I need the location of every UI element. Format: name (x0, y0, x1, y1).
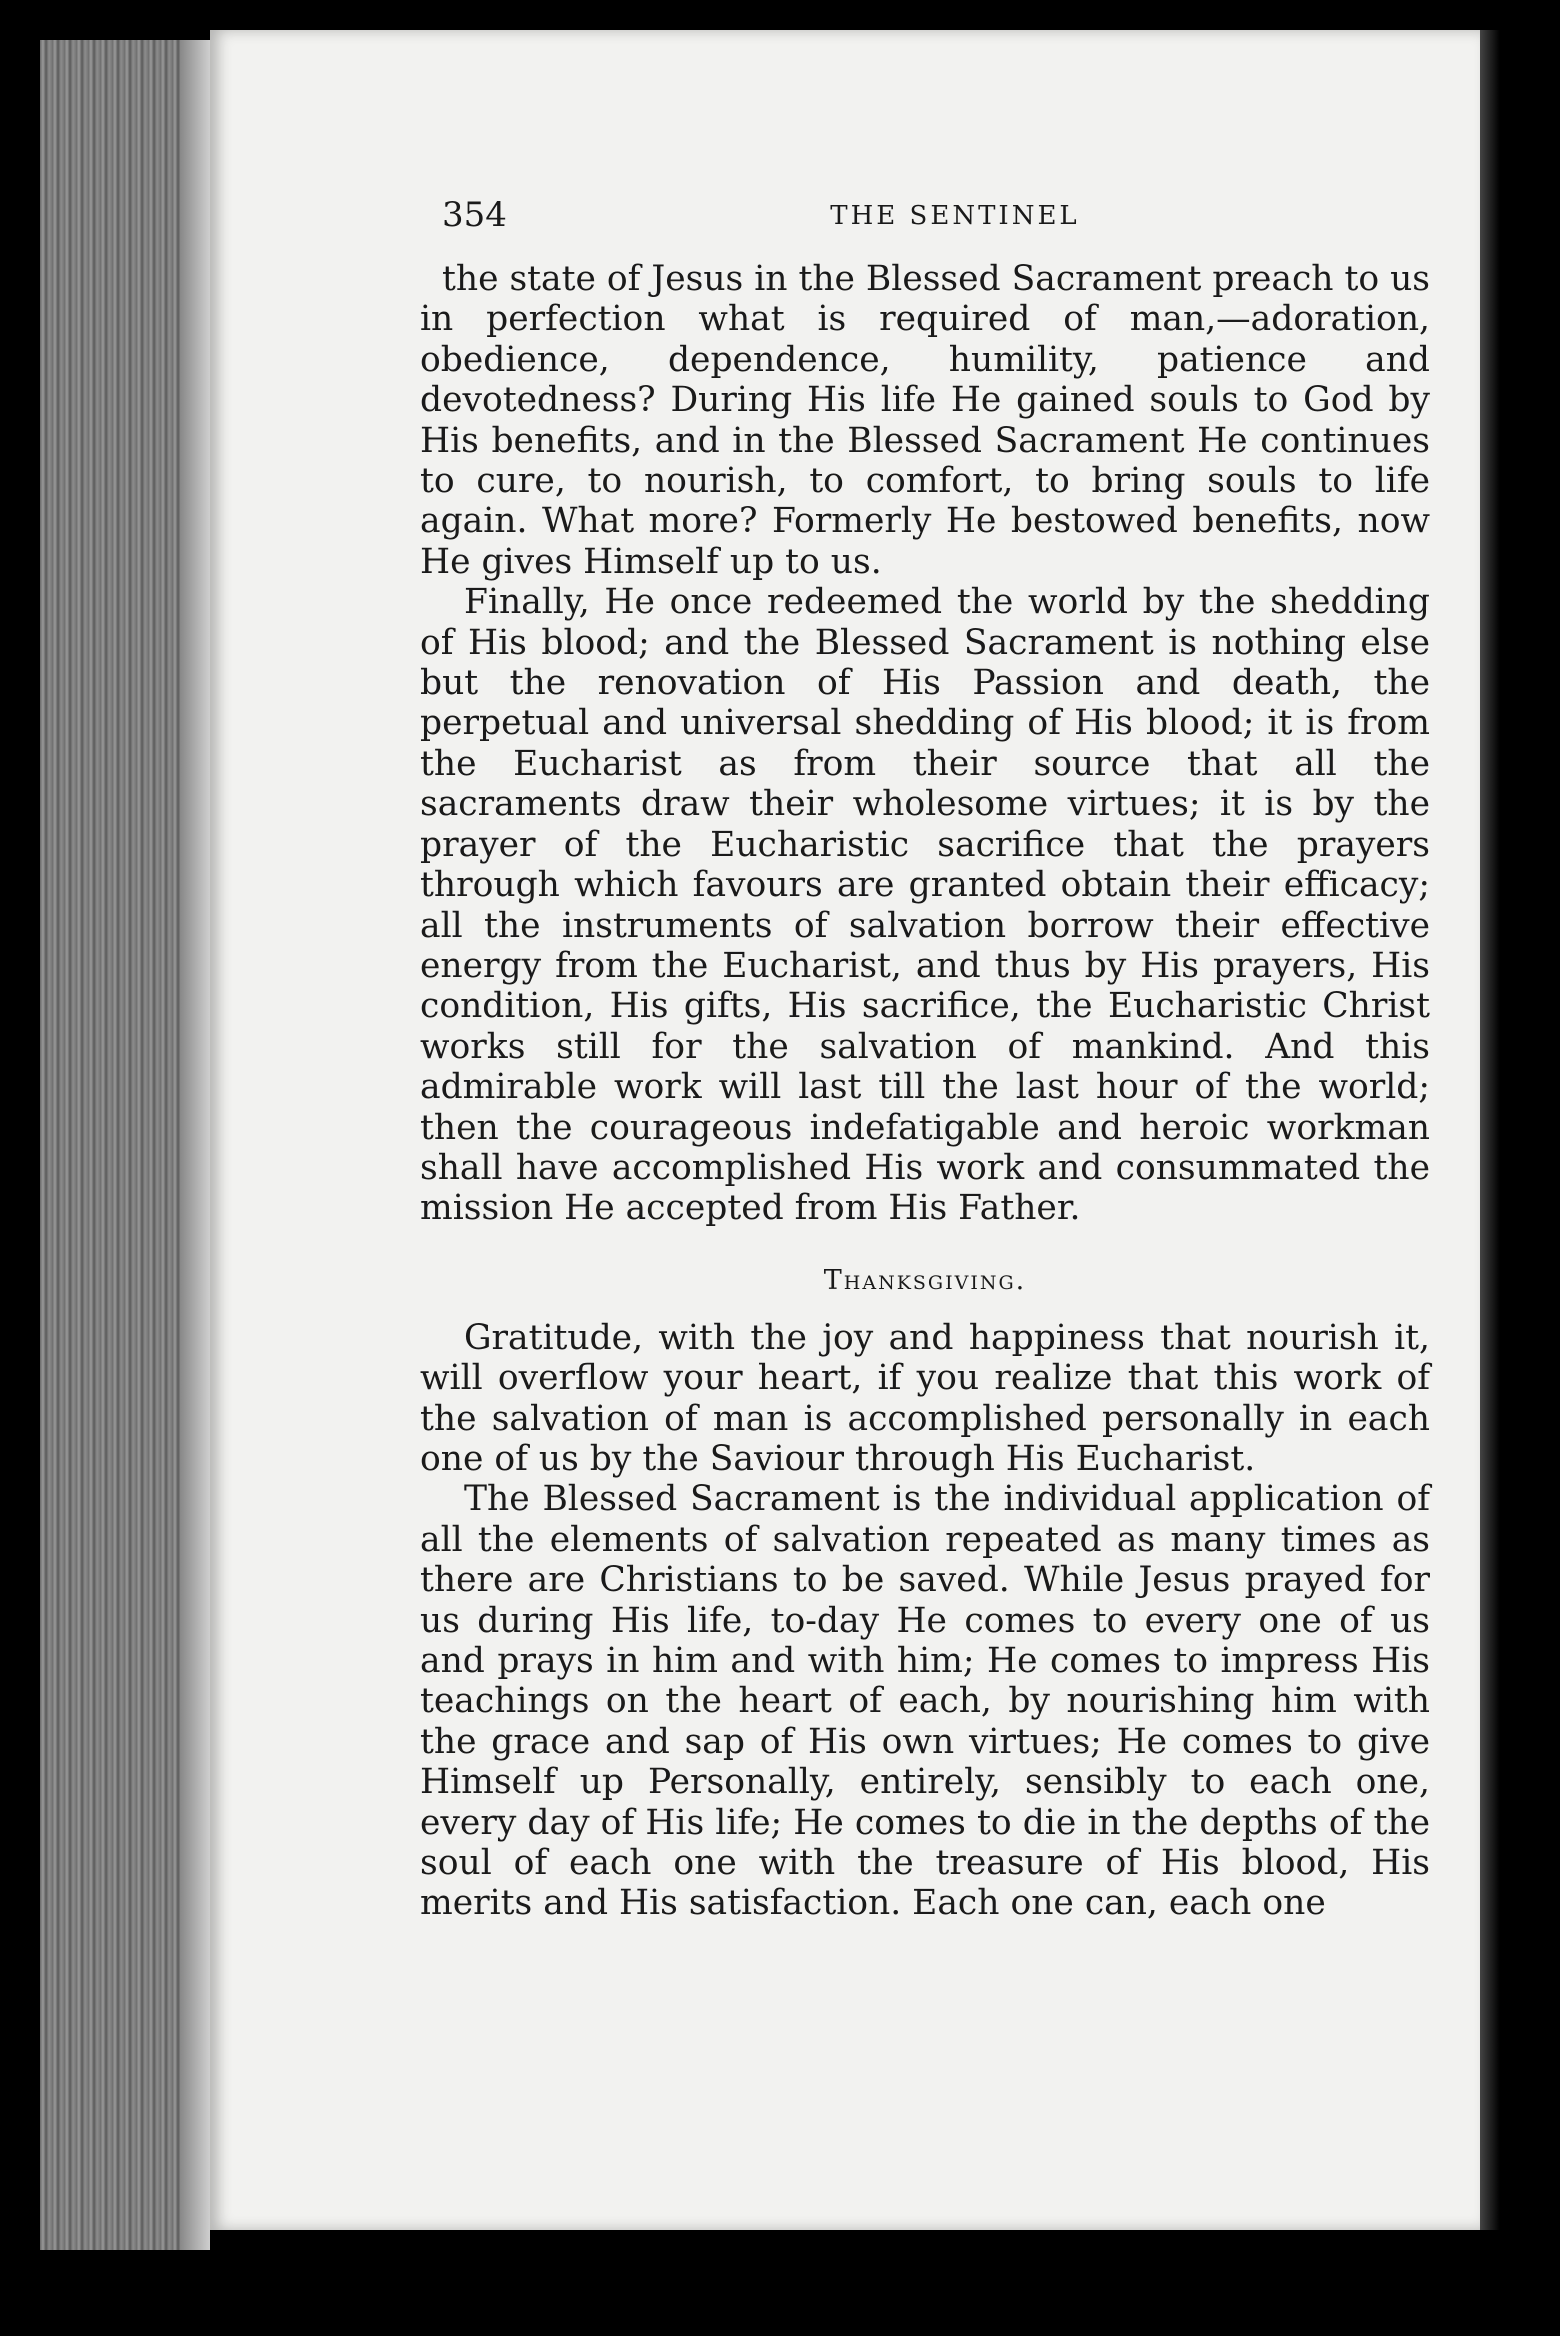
page-number: 354 (442, 195, 507, 235)
running-title: THE SENTINEL (830, 201, 1080, 231)
paragraph-1: the state of Jesus in the Blessed Sacrament preach to us in perfection what is required of man,—adoration, obedience, dependence, humility, patience and devotedness? During His life He gained souls to God by His benefits, and in the Blessed Sacrament He continues to cure, to nourish, to comfort, to bring souls to life again. What more? Formerly He bestowed benefits, now He gives Himself up to us. (420, 259, 1430, 582)
paragraph-3: Gratitude, with the joy and happiness that nourish it, will overflow your heart, if you realize that this work of the salvation of man is accomplished personally in each one of us by the Saviour through His Eucharist. (420, 1317, 1430, 1479)
book-page-edges (40, 40, 210, 2250)
running-head (420, 195, 1430, 255)
page-content (420, 195, 1430, 1924)
section-heading: Thanksgiving. (823, 1264, 1027, 1296)
paragraph-4: The Blessed Sacrament is the individual application of all the elements of salvation repeated as many times as there are Christians to be saved. While Jesus prayed for us during His life, to-day He comes to every one of us and prays in him and with him; He comes to impress His teachings on the heart of each, by nourishing him with the grace and sap of His own virtues; He comes to give Himself up Personally, entirely, sensibly to each one, every day of His life; He comes to die in the depths of the soul of each one with the treasure of His blood, His merits and His satisfaction. Each one can, each one (420, 1479, 1430, 1924)
page-gutter-shadow (1480, 30, 1500, 2230)
paragraph-2: Finally, He once redeemed the world by the shedding of His blood; and the Blessed Sacrament is nothing else but the renovation of His Passion and death, the perpetual and universal shedding of His blood; it is from the Eucharist as from their source that all the sacraments draw their wholesome virtues; it is by the prayer of the Eucharistic sacrifice that the prayers through which favours are granted obtain their efficacy; all the instruments of salvation borrow their effective energy from the Eucharist, and thus by His prayers, His condition, His gifts, His sacrifice, the Eucharistic Christ works still for the salvation of mankind. And this admirable work will last till the last hour of the world; then the courageous indefatigable and heroic workman shall have accomplished His work and consummated the mission He accepted from His Father. (420, 582, 1430, 1229)
